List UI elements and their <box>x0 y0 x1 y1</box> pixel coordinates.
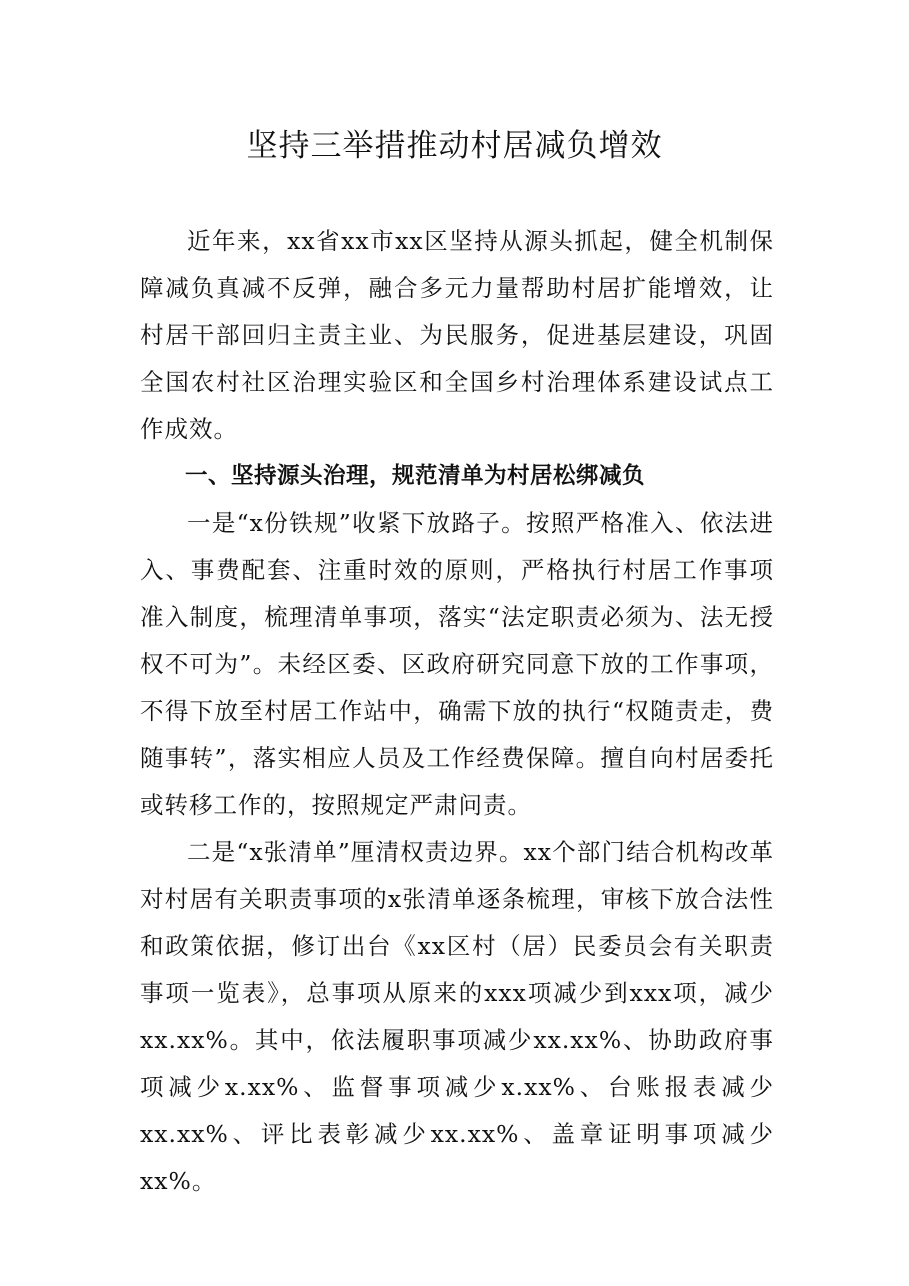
intro-paragraph: 近年来，xx省xx市xx区坚持从源头抓起，健全机制保障减负真减不反弹，融合多元力量帮助村居扩能增效，让村居干部回归主责主业、为民服务，促进基层建设，巩固全国农村社区治理实验区和全国乡村治理体系建设试点工作成效。 <box>140 227 774 443</box>
section-heading-1: 一、坚持源头治理，规范清单为村居松绑减负 <box>185 463 646 489</box>
document-body <box>140 218 774 1205</box>
document-title: 坚持三举措推动村居减负增效 <box>246 128 663 164</box>
body-paragraph-1: 一是“x份铁规”收紧下放路子。按照严格准入、依法进入、事费配套、注重时效的原则，严格执行村居工作事项准入制度，梳理清单事项，落实“法定职责必须为、法无授权不可为”。未经区委、区政府研究同意下放的工作事项，不得下放至村居工作站中，确需下放的执行“权随责走，费随事转”，落实相应人员及工作经费保障。擅自向村居委托或转移工作的，按照规定严肃问责。 <box>140 509 774 819</box>
body-paragraph-2: 二是“x张清单”厘清权责边界。xx个部门结合机构改革对村居有关职责事项的x张清单逐条梳理，审核下放合法性和政策依据，修订出台《xx区村（居）民委员会有关职责事项一览表》，总事项从原来的xxx项减少到xxx项，减少xx.xx%。其中，依法履职事项减少xx.xx%、协助政府事项减少x.xx%、监督事项减少x.xx%、台账报表减少xx.xx%、评比表彰减少xx.xx%、盖章证明事项减少xx%。 <box>140 838 774 1195</box>
